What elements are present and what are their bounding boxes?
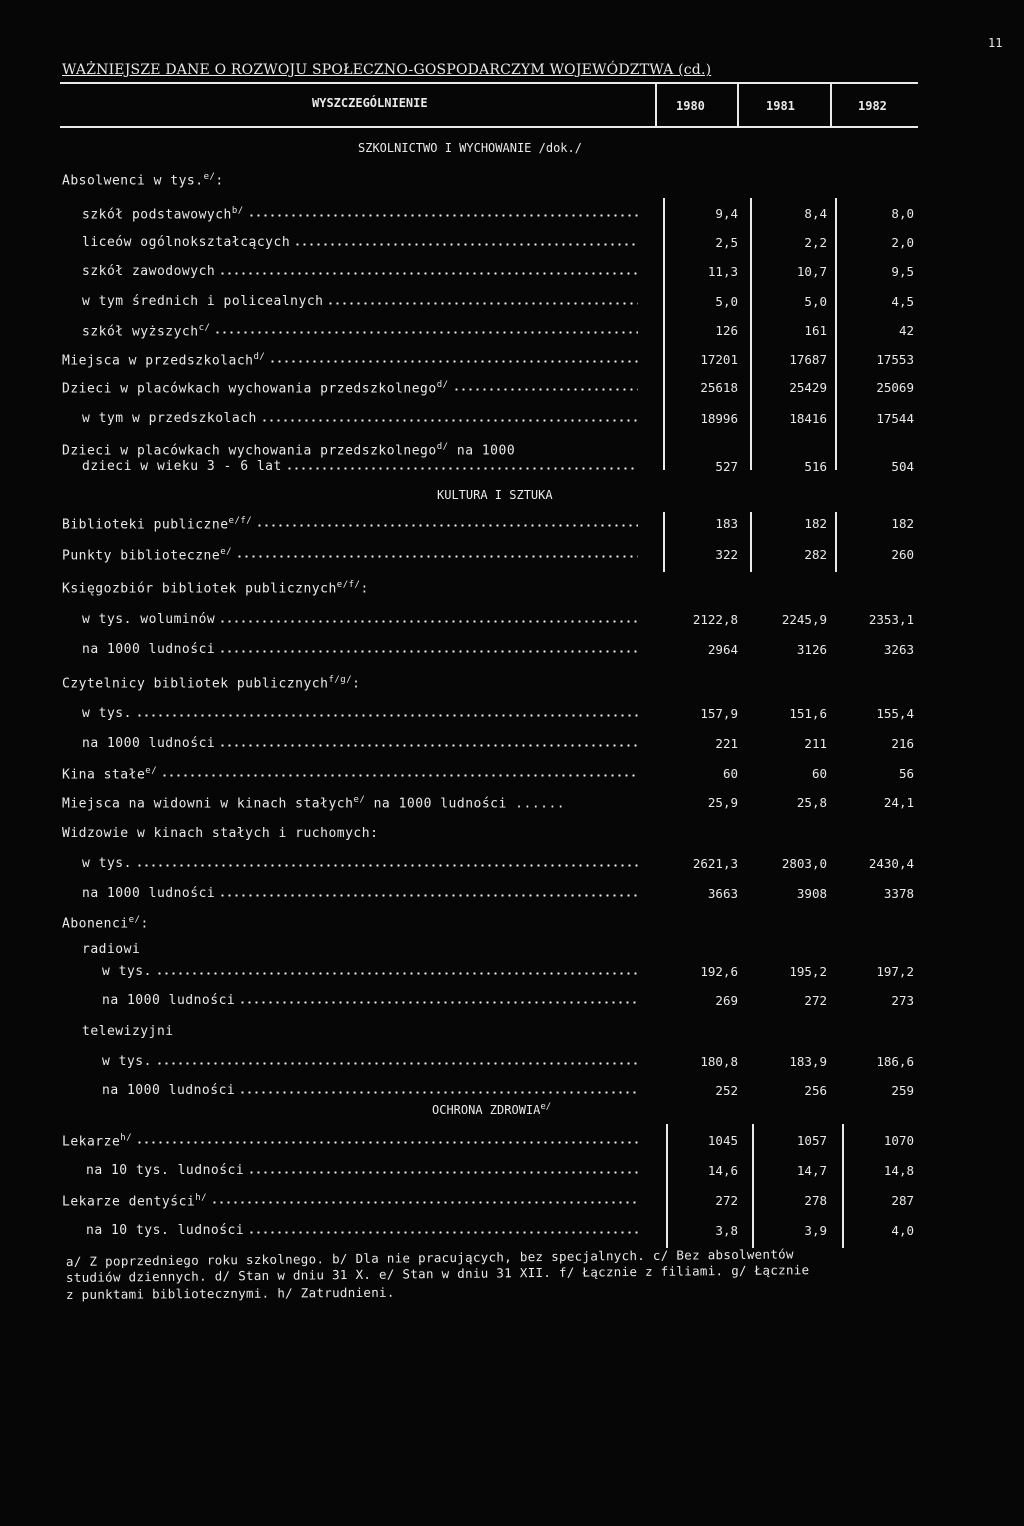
cell-dent-1981: 278 [804, 1193, 827, 1208]
row-label-dzieci [62, 380, 449, 396]
cell-miejsca-kina-1980: 25,9 [707, 795, 738, 810]
cell-abs-3-1980: 11,3 [707, 264, 738, 279]
cell-bibl-1982: 182 [891, 516, 914, 531]
cell-punkty-1981: 282 [804, 547, 827, 562]
leader-dots [269, 360, 638, 363]
row-label-text: w tym w przedszkolach [82, 411, 257, 426]
header-divider-3 [830, 84, 832, 126]
row-label-text: na 1000 ludności [102, 1083, 236, 1098]
cell-abs-2-1981: 2,2 [804, 235, 827, 250]
row-label-text: radiowi [82, 942, 141, 957]
leader-dots [156, 972, 638, 975]
cell-widz-2-1980: 3663 [707, 886, 738, 901]
row-label-text: Czytelnicy bibliotek publicznych [62, 676, 329, 692]
footnote-ref: e/ [128, 915, 141, 925]
leader-dots [256, 524, 638, 527]
row-label-ksiegozb [62, 580, 369, 596]
cell-ks-1-1981: 2245,9 [781, 612, 827, 627]
header-divider-2 [737, 84, 739, 126]
header-subject: WYSZCZEGÓLNIENIE [312, 96, 428, 110]
row-label-text: Miejsca na widowni w kinach stałych [62, 796, 354, 812]
cell-widz-2-1982: 3378 [883, 886, 914, 901]
row-label-text: w tys. [82, 856, 132, 871]
section-school: SZKOLNICTWO I WYCHOWANIE /dok./ [358, 141, 582, 155]
cell-dent-1-1980: 3,8 [715, 1223, 738, 1238]
cell-ks-2-1980: 2964 [707, 642, 738, 657]
leader-dots [327, 302, 638, 305]
row-label-text: szkół zawodowych [82, 264, 216, 279]
row-label-text: na 10 tys. ludności [86, 1163, 245, 1178]
leader-dots [136, 714, 638, 717]
leader-dots [239, 1001, 638, 1004]
row-label-text: szkół wyższych [82, 324, 199, 340]
cell-ks-1-1980: 2122,8 [692, 612, 738, 627]
cell-czyt-2-1981: 211 [804, 736, 827, 751]
header-top-rule [60, 82, 918, 84]
row-label-ks-1 [82, 612, 215, 627]
cell-lek-1-1980: 14,6 [707, 1163, 738, 1178]
row-label-abs-1 [82, 206, 244, 222]
cell-lek-1981: 1057 [796, 1133, 827, 1148]
row-label-text: Dzieci w placówkach wychowania przedszkolnego [62, 381, 437, 397]
row-label-radio-1 [102, 964, 152, 979]
cell-tv-1-1981: 183,9 [789, 1054, 827, 1069]
cell-abs-4-1982: 4,5 [891, 294, 914, 309]
leader-dots [453, 388, 638, 391]
row-label-text: liceów ogólnokształcących [82, 235, 291, 250]
cell-abs-1-1981: 8,4 [804, 206, 827, 221]
leader-dots [156, 1062, 638, 1065]
cell-czyt-1-1980: 157,9 [700, 706, 738, 721]
row-label-text: Absolwenci w tys. [62, 173, 204, 189]
row-label-abs [62, 172, 224, 188]
footnote-line-3: z punktami bibliotecznymi. h/ Zatrudnieni. [65, 1284, 395, 1302]
cell-dzieci-1000b-1980: 527 [715, 459, 738, 474]
row-label-widz-1 [82, 856, 132, 871]
cell-abs-1-1980: 9,4 [715, 206, 738, 221]
cell-przedszk-1980: 17201 [700, 352, 738, 367]
cell-przedszk-1981: 17687 [789, 352, 827, 367]
row-label-text: na 1000 ludności [82, 642, 216, 657]
cell-widz-1-1982: 2430,4 [868, 856, 914, 871]
cell-widz-1-1980: 2621,3 [692, 856, 738, 871]
cell-abs-5-1982: 42 [898, 323, 914, 338]
row-label-lek-1 [86, 1163, 244, 1178]
header-bottom-rule [60, 126, 918, 128]
cell-czyt-2-1982: 216 [891, 736, 914, 751]
row-label-ks-2 [82, 642, 215, 657]
cell-przedszk-1982: 17553 [876, 352, 914, 367]
row-label-text: w tym średnich i policealnych [82, 294, 324, 309]
footnote-ref: d/ [253, 352, 266, 362]
row-label-tail: na 1000 ludności ...... [365, 796, 566, 812]
row-label-text: Księgozbiór bibliotek publicznych [62, 581, 337, 597]
leader-dots [211, 1201, 638, 1204]
header-year-1981: 1981 [766, 99, 795, 113]
row-label-dzieci-1000b [82, 459, 282, 474]
cell-dzieci-1000b-1981: 516 [804, 459, 827, 474]
cell-tv-1-1980: 180,8 [700, 1054, 738, 1069]
row-label-punkty [62, 547, 232, 563]
cell-punkty-1980: 322 [715, 547, 738, 562]
row-label-bibl [62, 516, 252, 532]
cell-kina-1981: 60 [811, 766, 827, 781]
row-label-tv [82, 1024, 174, 1039]
row-label-text: Miejsca w przedszkolach [62, 353, 254, 369]
leader-dots [219, 744, 638, 747]
footnote-ref: e/ [203, 172, 216, 182]
cell-dzieci-p-1982: 17544 [876, 411, 914, 426]
leader-dots [248, 1231, 638, 1234]
cell-widz-1-1981: 2803,0 [781, 856, 827, 871]
row-label-text: w tys. woluminów [82, 612, 216, 627]
cell-dent-1982: 287 [891, 1193, 914, 1208]
cell-dzieci-p-1980: 18996 [700, 411, 738, 426]
row-label-abs-3 [82, 264, 215, 279]
row-label-przedszk [62, 352, 265, 368]
row-label-tv-2 [102, 1083, 235, 1098]
row-label-dent-1 [86, 1223, 244, 1238]
page-number: 11 [988, 36, 1003, 50]
row-label-text: szkół podstawowych [82, 207, 232, 223]
cell-miejsca-kina-1981: 25,8 [796, 795, 827, 810]
cell-tv-2-1980: 252 [715, 1083, 738, 1098]
cell-tv-2-1981: 256 [804, 1083, 827, 1098]
footnote-ref: e/f/ [228, 516, 253, 526]
row-label-dzieci-1000a [62, 442, 515, 458]
row-label-text: na 1000 ludności [82, 736, 216, 751]
footnote-ref: h/ [195, 1193, 208, 1203]
row-label-tv-1 [102, 1054, 152, 1069]
cell-bibl-1981: 182 [804, 516, 827, 531]
leader-dots [219, 650, 638, 653]
leader-dots [136, 864, 638, 867]
header-divider-1 [655, 84, 657, 126]
cell-abs-5-1980: 126 [715, 323, 738, 338]
footnote-ref: b/ [231, 206, 244, 216]
leader-dots [219, 272, 638, 275]
cell-tv-2-1982: 259 [891, 1083, 914, 1098]
header-year-1982: 1982 [858, 99, 887, 113]
row-label-text: Lekarze dentyści [62, 1194, 196, 1210]
cell-radio-1-1980: 192,6 [700, 964, 738, 979]
cell-dzieci-1000b-1982: 504 [891, 459, 914, 474]
row-label-tail: : [352, 676, 361, 692]
cell-dzieci-p-1981: 18416 [789, 411, 827, 426]
row-label-text: Widzowie w kinach stałych i ruchomych: [62, 826, 379, 841]
cell-czyt-2-1980: 221 [715, 736, 738, 751]
row-label-czyt-2 [82, 736, 215, 751]
row-label-text: Biblioteki publiczne [62, 517, 229, 533]
row-label-kina [62, 766, 157, 782]
row-label-text: Abonenci [62, 916, 129, 932]
leader-dots [219, 620, 638, 623]
leader-dots [214, 331, 638, 334]
footnote-line-1: a/ Z poprzedniego roku szkolnego. b/ Dla nie pracujących, bez specjalnych. c/ Bez absolwentów [65, 1246, 794, 1269]
cell-punkty-1982: 260 [891, 547, 914, 562]
row-label-abs-5 [82, 323, 210, 339]
leader-dots [239, 1091, 638, 1094]
row-label-text: w tys. [82, 706, 132, 721]
cell-miejsca-kina-1982: 24,1 [883, 795, 914, 810]
leader-dots [136, 1141, 638, 1144]
footnote-ref: c/ [198, 323, 211, 333]
row-label-tail: : [140, 916, 149, 932]
cell-czyt-1-1981: 151,6 [789, 706, 827, 721]
footnote-ref: e/ [145, 766, 158, 776]
leader-dots [286, 467, 638, 470]
row-label-text: Kina stałe [62, 767, 146, 783]
row-label-text: na 10 tys. ludności [86, 1223, 245, 1238]
row-label-text: w tys. [102, 1054, 152, 1069]
row-label-lek [62, 1133, 132, 1149]
cell-lek-1-1981: 14,7 [796, 1163, 827, 1178]
footnote-ref: f/g/ [328, 675, 353, 685]
leader-dots [248, 1171, 638, 1174]
row-label-czyt-1 [82, 706, 132, 721]
cell-abs-4-1980: 5,0 [715, 294, 738, 309]
row-label-czyt [62, 675, 360, 691]
cell-abs-2-1982: 2,0 [891, 235, 914, 250]
row-label-widz-2 [82, 886, 215, 901]
leader-dots [248, 214, 638, 217]
row-label-text: na 1000 ludności [102, 993, 236, 1008]
cell-radio-1-1982: 197,2 [876, 964, 914, 979]
cell-dzieci-1980: 25618 [700, 380, 738, 395]
cell-abs-1-1982: 8,0 [891, 206, 914, 221]
cell-radio-2-1980: 269 [715, 993, 738, 1008]
row-label-radio [82, 942, 140, 957]
row-label-tail: na 1000 [448, 443, 516, 459]
row-label-text: dzieci w wieku 3 - 6 lat [82, 459, 282, 474]
row-label-text: na 1000 ludności [82, 886, 216, 901]
cell-dent-1-1981: 3,9 [804, 1223, 827, 1238]
cell-tv-1-1982: 186,6 [876, 1054, 914, 1069]
header-year-1980: 1980 [676, 99, 705, 113]
cell-lek-1-1982: 14,8 [883, 1163, 914, 1178]
row-label-text: telewizyjni [82, 1024, 174, 1039]
footnote-ref: d/ [436, 380, 449, 390]
cell-abs-4-1981: 5,0 [804, 294, 827, 309]
row-label-radio-2 [102, 993, 235, 1008]
leader-dots [236, 555, 638, 558]
cell-lek-1982: 1070 [883, 1133, 914, 1148]
row-label-abs-4 [82, 294, 323, 309]
section-culture: KULTURA I SZTUKA [437, 488, 553, 502]
cell-ks-2-1982: 3263 [883, 642, 914, 657]
row-label-dent [62, 1193, 207, 1209]
leader-dots [161, 774, 638, 777]
footnote-ref: e/f/ [336, 580, 361, 590]
section-health: OCHRONA $ZDROWIA^{e/}$ [432, 1102, 552, 1117]
cell-kina-1980: 60 [722, 766, 738, 781]
cell-ks-2-1981: 3126 [796, 642, 827, 657]
cell-abs-5-1981: 161 [804, 323, 827, 338]
footnote-ref: e/ [220, 547, 233, 557]
cell-radio-2-1982: 273 [891, 993, 914, 1008]
cell-radio-2-1981: 272 [804, 993, 827, 1008]
cell-ks-1-1982: 2353,1 [868, 612, 914, 627]
row-label-miejsca-kina [62, 795, 565, 811]
cell-radio-1-1981: 195,2 [789, 964, 827, 979]
row-label-text: Lekarze [62, 1134, 121, 1150]
leader-dots [219, 894, 638, 897]
section-health-label: OCHRONA ZDROWIA [432, 1103, 541, 1117]
cell-lek-1980: 1045 [707, 1133, 738, 1148]
cell-dent-1980: 272 [715, 1193, 738, 1208]
leader-dots [294, 243, 638, 246]
cell-dent-1-1982: 4,0 [891, 1223, 914, 1238]
row-label-dzieci-p [82, 411, 257, 426]
cell-abs-3-1982: 9,5 [891, 264, 914, 279]
row-label-tail: : [215, 173, 224, 189]
leader-dots [261, 419, 638, 422]
row-label-text: Punkty biblioteczne [62, 548, 221, 564]
row-label-abs-2 [82, 235, 290, 250]
cell-dzieci-1982: 25069 [876, 380, 914, 395]
row-label-abonenci [62, 915, 149, 931]
footnote-ref: d/ [436, 442, 449, 452]
cell-kina-1982: 56 [898, 766, 914, 781]
cell-bibl-1980: 183 [715, 516, 738, 531]
footnote-ref: h/ [120, 1133, 133, 1143]
cell-dzieci-1981: 25429 [789, 380, 827, 395]
row-label-tail: : [360, 581, 369, 597]
footnote-ref: e/ [353, 795, 366, 805]
footnote-line-2: studiów dziennych. d/ Stan w dniu 31 X. e/ Stan w dniu 31 XII. f/ Łącznie z filiami. g/ Łącznie [65, 1262, 810, 1285]
row-label-text: w tys. [102, 964, 152, 979]
page-title: WAŻNIEJSZE DANE O ROZWOJU SPOŁECZNO-GOSPODARCZYM WOJEWÓDZTWA (cd.) [62, 62, 712, 78]
cell-abs-2-1980: 2,5 [715, 235, 738, 250]
cell-abs-3-1981: 10,7 [796, 264, 827, 279]
row-label-widzowie [62, 826, 378, 841]
cell-czyt-1-1982: 155,4 [876, 706, 914, 721]
row-label-text: Dzieci w placówkach wychowania przedszkolnego [62, 443, 437, 459]
cell-widz-2-1981: 3908 [796, 886, 827, 901]
